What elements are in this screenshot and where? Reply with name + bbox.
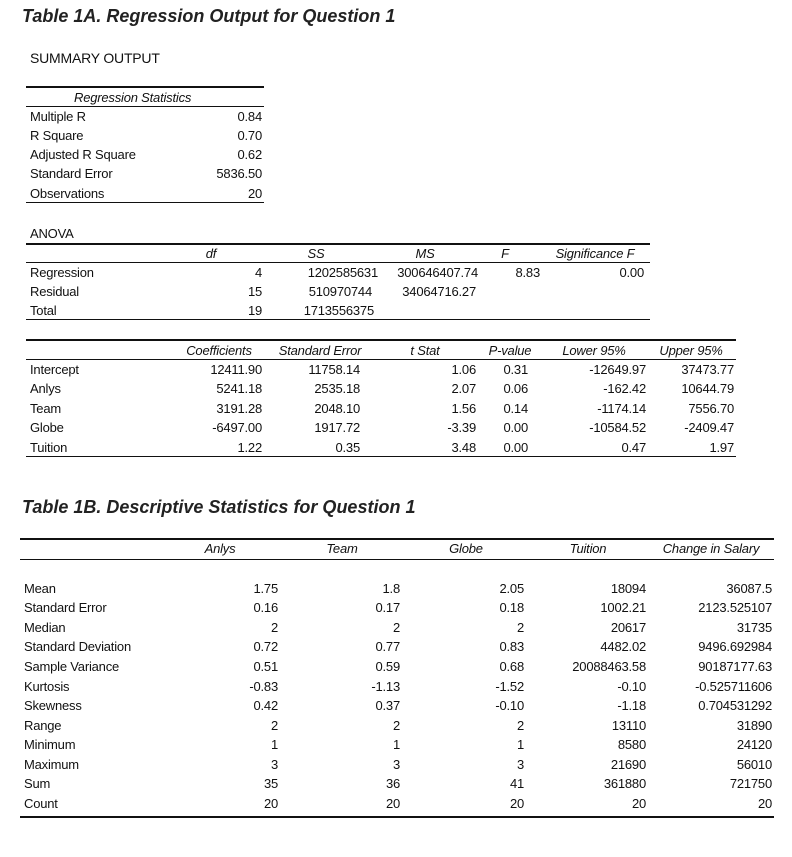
coef-row-label: Intercept	[30, 362, 79, 377]
coef-cell: 1.56	[451, 401, 476, 416]
desc-cell: 0.51	[253, 659, 278, 674]
desc-cell: 90187177.63	[698, 659, 772, 674]
coef-header-rule	[26, 359, 736, 360]
anova-cell: 8.83	[515, 265, 540, 280]
coef-header-coefficients: Coefficients	[186, 343, 252, 358]
anova-cell: 1713556375	[303, 303, 374, 318]
desc-cell: 13110	[611, 718, 646, 733]
desc-cell: 20088463.58	[572, 659, 646, 674]
desc-cell: 35	[263, 776, 278, 791]
reg-stats-top-rule	[26, 86, 264, 88]
coef-cell: 2535.18	[314, 381, 360, 396]
desc-row-label: Standard Deviation	[24, 639, 131, 654]
anova-row-label: Residual	[30, 284, 79, 299]
reg-stats-bottom-rule	[26, 202, 264, 203]
desc-cell: 3	[270, 757, 278, 772]
desc-cell: 24120	[736, 737, 772, 752]
desc-cell: -1.52	[495, 679, 524, 694]
anova-header-ms: MS	[415, 246, 435, 261]
coef-cell: -12649.97	[589, 362, 646, 377]
desc-cell: 2	[516, 620, 524, 635]
reg-stats-header-rule	[26, 106, 264, 107]
coef-cell: 11758.14	[308, 362, 360, 377]
desc-cell: 2	[270, 718, 278, 733]
coef-cell: 0.00	[503, 440, 528, 455]
anova-header-ss: SS	[307, 246, 325, 261]
desc-row-label: Kurtosis	[24, 679, 70, 694]
desc-cell: 1.8	[382, 581, 400, 596]
desc-header-anlys: Anlys	[204, 541, 236, 556]
table-1a-caption: Table 1A. Regression Output for Question 1	[22, 6, 396, 26]
coef-cell: -162.42	[603, 381, 646, 396]
desc-cell: 0.83	[499, 639, 524, 654]
desc-row-label: Skewness	[24, 698, 82, 713]
desc-cell: 1002.21	[600, 600, 646, 615]
anova-header-df: df	[205, 246, 217, 261]
desc-cell: 2	[392, 718, 400, 733]
desc-header-rule	[20, 559, 774, 560]
reg-stat-label: Multiple R	[30, 109, 86, 124]
anova-bottom-rule	[26, 319, 650, 320]
desc-cell: 0.77	[375, 639, 400, 654]
desc-cell: 721750	[729, 776, 772, 791]
anova-top-rule	[26, 243, 650, 245]
anova-row-label: Regression	[30, 265, 94, 280]
coef-cell: -3.39	[447, 420, 476, 435]
desc-cell: 361880	[603, 776, 646, 791]
anova-cell: 300646407.74	[397, 265, 478, 280]
desc-cell: 2	[270, 620, 278, 635]
desc-cell: 18094	[610, 581, 646, 596]
coef-row-label: Globe	[30, 420, 64, 435]
coef-top-rule	[26, 339, 736, 341]
desc-cell: -0.83	[249, 679, 278, 694]
coef-cell: 3.48	[451, 440, 476, 455]
coef-cell: -1174.14	[597, 401, 646, 416]
coef-header-upper95: Upper 95%	[659, 343, 723, 358]
reg-stat-label: R Square	[30, 128, 84, 143]
anova-cell: 4	[254, 265, 262, 280]
desc-row-label: Count	[24, 796, 58, 811]
anova-cell: 34064716.27	[402, 284, 476, 299]
coef-cell: 7556.70	[688, 401, 734, 416]
desc-cell: 20	[509, 796, 524, 811]
anova-row-label: Total	[30, 303, 57, 318]
desc-cell: 0.42	[253, 698, 278, 713]
desc-cell: 3	[392, 757, 400, 772]
desc-cell: 1	[270, 737, 278, 752]
desc-cell: -1.18	[617, 698, 646, 713]
table-1b-caption: Table 1B. Descriptive Statistics for Question 1	[22, 497, 416, 517]
coef-cell: 1917.72	[314, 420, 360, 435]
desc-header-tuition: Tuition	[569, 541, 607, 556]
desc-cell: 20	[631, 796, 646, 811]
desc-row-label: Sum	[24, 776, 51, 791]
anova-cell: 0.00	[619, 265, 644, 280]
coef-cell: 5241.18	[216, 381, 262, 396]
anova-cell: 15	[247, 284, 262, 299]
desc-top-rule	[20, 538, 774, 540]
desc-cell: 1	[392, 737, 400, 752]
reg-stat-value: 0.84	[237, 109, 262, 124]
desc-row-label: Standard Error	[24, 600, 107, 615]
summary-output-title: SUMMARY OUTPUT	[30, 50, 160, 66]
desc-cell: 0.68	[499, 659, 524, 674]
coef-header-std-error: Standard Error	[278, 343, 362, 358]
desc-cell: 20	[385, 796, 400, 811]
desc-cell: 56010	[736, 757, 772, 772]
desc-row-label: Sample Variance	[24, 659, 120, 674]
anova-header-rule	[26, 262, 650, 263]
desc-cell: 21690	[610, 757, 646, 772]
coef-cell: 1.97	[709, 440, 734, 455]
desc-cell: 36087.5	[726, 581, 772, 596]
reg-stat-label: Adjusted R Square	[30, 147, 136, 162]
desc-cell: 36	[385, 776, 400, 791]
desc-cell: 31890	[736, 718, 772, 733]
desc-cell: 8580	[617, 737, 646, 752]
desc-cell: -0.525711606	[695, 679, 772, 694]
coef-cell: 37473.77	[681, 362, 734, 377]
coef-cell: 1.22	[237, 440, 262, 455]
coef-cell: -10584.52	[589, 420, 646, 435]
desc-cell: 2	[392, 620, 400, 635]
coef-cell: 0.14	[503, 401, 528, 416]
reg-stats-header: Regression Statistics	[74, 90, 192, 105]
desc-cell: 20	[757, 796, 772, 811]
coef-cell: 0.47	[621, 440, 646, 455]
desc-row-label: Median	[24, 620, 66, 635]
desc-cell: 0.17	[375, 600, 400, 615]
desc-header-globe: Globe	[449, 541, 483, 556]
desc-cell: -1.13	[371, 679, 400, 694]
desc-cell: 0.16	[253, 600, 278, 615]
desc-bottom-rule	[20, 816, 774, 818]
desc-cell: 41	[509, 776, 524, 791]
desc-cell: 0.18	[499, 600, 524, 615]
coef-cell: 2.07	[451, 381, 476, 396]
coef-cell: 0.00	[503, 420, 528, 435]
coef-row-label: Anlys	[30, 381, 61, 396]
desc-cell: 1.75	[253, 581, 278, 596]
reg-stat-label: Observations	[30, 186, 105, 201]
desc-cell: -0.10	[617, 679, 646, 694]
coef-cell: 0.35	[335, 440, 360, 455]
desc-cell: 9496.692984	[698, 639, 772, 654]
desc-cell: 2123.525107	[698, 600, 772, 615]
desc-row-label: Minimum	[24, 737, 76, 752]
reg-stat-value: 5836.50	[216, 166, 262, 181]
anova-header-sigf: Significance F	[555, 246, 635, 261]
desc-cell: 2	[516, 718, 524, 733]
desc-cell: 0.704531292	[698, 698, 772, 713]
desc-cell: 0.37	[375, 698, 400, 713]
desc-row-label: Range	[24, 718, 62, 733]
desc-row-label: Maximum	[24, 757, 79, 772]
coef-cell: -6497.00	[212, 420, 262, 435]
desc-header-change-in-salary: Change in Salary	[662, 541, 760, 556]
coef-header-lower95: Lower 95%	[562, 343, 626, 358]
desc-cell: 20	[263, 796, 278, 811]
desc-header-team: Team	[326, 541, 358, 556]
reg-stat-value: 0.62	[237, 147, 262, 162]
reg-stat-value: 0.70	[237, 128, 262, 143]
anova-title: ANOVA	[30, 226, 74, 241]
reg-stat-value: 20	[247, 186, 262, 201]
coef-row-label: Team	[30, 401, 61, 416]
desc-cell: 3	[516, 757, 524, 772]
coef-cell: 0.06	[503, 381, 528, 396]
coef-cell: 0.31	[503, 362, 528, 377]
coef-cell: -2409.47	[684, 420, 734, 435]
desc-cell: 4482.02	[600, 639, 646, 654]
anova-cell: 510970744	[308, 284, 372, 299]
coef-header-p-value: P-value	[488, 343, 532, 358]
desc-cell: 2.05	[499, 581, 524, 596]
desc-cell: -0.10	[495, 698, 524, 713]
desc-cell: 20617	[610, 620, 646, 635]
desc-cell: 0.72	[253, 639, 278, 654]
reg-stat-label: Standard Error	[30, 166, 113, 181]
anova-cell: 1202585631	[307, 265, 378, 280]
coef-cell: 1.06	[451, 362, 476, 377]
coef-row-label: Tuition	[30, 440, 68, 455]
desc-row-label: Mean	[24, 581, 56, 596]
anova-cell: 19	[247, 303, 262, 318]
desc-cell: 1	[516, 737, 524, 752]
desc-cell: 0.59	[375, 659, 400, 674]
coef-header-t-stat: t Stat	[410, 343, 440, 358]
coef-cell: 10644.79	[681, 381, 734, 396]
desc-cell: 31735	[736, 620, 772, 635]
coef-cell: 3191.28	[216, 401, 262, 416]
anova-header-f: F	[501, 246, 509, 261]
coef-bottom-rule	[26, 456, 736, 457]
coef-cell: 12411.90	[210, 362, 262, 377]
coef-cell: 2048.10	[314, 401, 360, 416]
